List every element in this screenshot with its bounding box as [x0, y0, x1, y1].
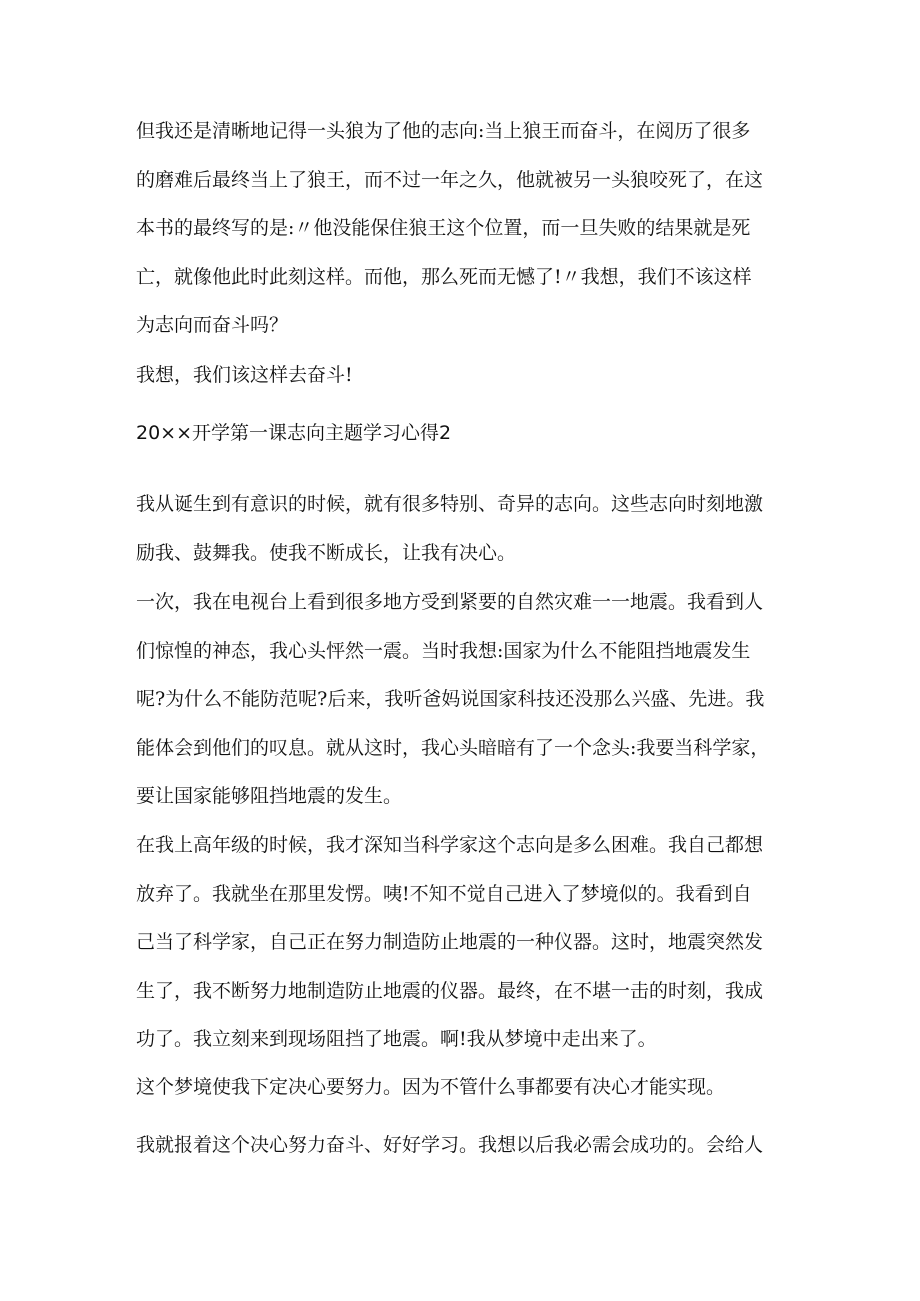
- paragraph-since-birth: 我从诞生到有意识的时候，就有很多特别、奇异的志向。这些志向时刻地激 励我、鼓舞我。使我不断成长，让我有决心。: [136, 493, 764, 564]
- paragraph-dream-scientist: 在我上高年级的时候，我才深知当科学家这个志向是多么困难。我自己都想 放弃了。我就坐在那里发愣。咦!不知不觉自己进入了梦境似的。我看到自 己当了科学家，自己正在努力制造防止地震的一种仪器。这时，地震突然发 生了，我不断努力地制造防止地震的仪器。最终，在不堪一击的时刻，我成 功了。我立刻来到现场阻挡了地震。啊!我从梦境中走出来了。: [136, 834, 764, 1050]
- section-heading: 20××开学第一课志向主题学习心得2: [136, 422, 452, 444]
- paragraph-with-resolve: 我就报着这个决心努力奋斗、好好学习。我想以后我必需会成功的。会给人: [136, 1134, 764, 1156]
- paragraph-dream-resolve: 这个梦境使我下定决心要努力。因为不管什么事都要有决心才能实现。: [136, 1076, 726, 1098]
- paragraph-we-should-strive: 我想，我们该这样去奋斗!: [136, 364, 353, 386]
- paragraph-wolf-story: 但我还是清晰地记得一头狼为了他的志向:当上狼王而奋斗，在阅历了很多 的磨难后最终当上了狼王，而不过一年之久，他就被另一头狼咬死了，在这 本书的最终写的是:〃他没能保住狼王这个位置，而一旦失败的结果就是死 亡，就像他此时此刻这样。而他，那么死而无憾了!〃我想，我们不该这样 为志向而奋斗吗？: [136, 120, 764, 336]
- paragraph-earthquake-tv: 一次，我在电视台上看到很多地方受到紧要的自然灾难一一地震。我看到人 们惊惶的神态，我心头怦然一震。当时我想:国家为什么不能阻挡地震发生 呢?为什么不能防范呢?后来，我听爸妈说国家科技还没那么兴盛、先进。我 能体会到他们的叹息。就从这时，我心头暗暗有了一个念头:我要当科学家， 要让国家能够阻挡地震的发生。: [136, 591, 770, 807]
